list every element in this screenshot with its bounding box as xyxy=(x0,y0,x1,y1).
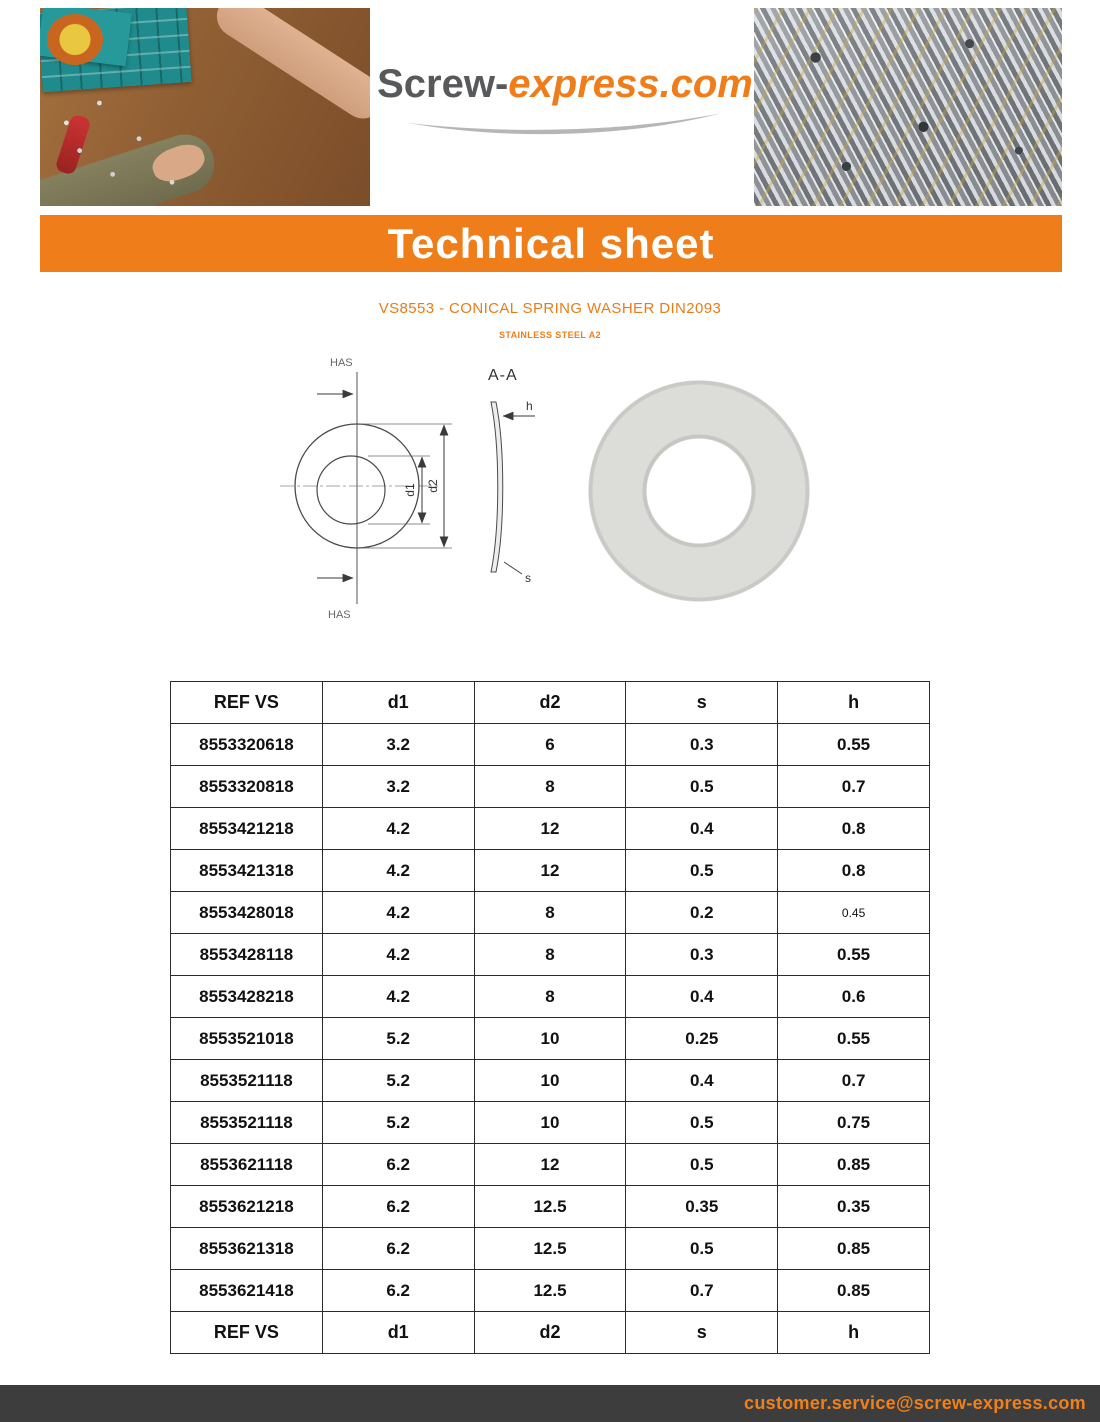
table-row xyxy=(171,1060,930,1102)
ref-cell: 8553421318 xyxy=(171,850,323,892)
column-footer: REF VS xyxy=(171,1312,323,1354)
technical-sheet-banner xyxy=(40,215,1062,272)
value-cell: 4.2 xyxy=(322,934,474,976)
scattered-screws xyxy=(40,8,370,206)
workbench-photo xyxy=(40,8,370,206)
logo-text xyxy=(370,62,760,107)
table-row xyxy=(171,934,930,976)
value-cell: 0.35 xyxy=(778,1186,930,1228)
table-row xyxy=(171,1144,930,1186)
value-cell: 12 xyxy=(474,808,626,850)
table-row xyxy=(171,1018,930,1060)
section-label: A-A xyxy=(488,367,518,384)
footer-bar xyxy=(0,1385,1100,1422)
value-cell: 0.7 xyxy=(778,766,930,808)
value-cell: 0.55 xyxy=(778,724,930,766)
value-cell: 0.8 xyxy=(778,850,930,892)
value-cell: 5.2 xyxy=(322,1102,474,1144)
logo-prefix: Screw- xyxy=(377,62,509,106)
has-label-bottom: HAS xyxy=(328,609,351,621)
ref-cell: 8553621218 xyxy=(171,1186,323,1228)
spec-table-header-row xyxy=(171,682,930,724)
value-cell: 10 xyxy=(474,1102,626,1144)
value-cell: 6.2 xyxy=(322,1228,474,1270)
value-cell: 12.5 xyxy=(474,1228,626,1270)
product-title: VS8553 - CONICAL SPRING WASHER DIN2093 xyxy=(378,300,722,317)
value-cell: 4.2 xyxy=(322,892,474,934)
value-cell: 12.5 xyxy=(474,1186,626,1228)
spec-table-footer-row xyxy=(171,1312,930,1354)
value-cell: 0.3 xyxy=(626,724,778,766)
value-cell: 0.4 xyxy=(626,1060,778,1102)
column-header: REF VS xyxy=(171,682,323,724)
value-cell: 4.2 xyxy=(322,976,474,1018)
table-row xyxy=(171,1186,930,1228)
value-cell: 0.85 xyxy=(778,1144,930,1186)
customer-service-email[interactable]: customer.service@screw-express.com xyxy=(744,1393,1086,1413)
column-header: s xyxy=(626,682,778,724)
ref-cell: 8553320618 xyxy=(171,724,323,766)
s-dimension-label: s xyxy=(525,571,531,585)
value-cell: 0.4 xyxy=(626,808,778,850)
value-cell: 0.75 xyxy=(778,1102,930,1144)
table-row xyxy=(171,1228,930,1270)
value-cell: 3.2 xyxy=(322,766,474,808)
value-cell: 0.5 xyxy=(626,850,778,892)
table-row xyxy=(171,1270,930,1312)
banner-title: Technical sheet xyxy=(387,219,715,267)
value-cell: 8 xyxy=(474,934,626,976)
value-cell: 10 xyxy=(474,1018,626,1060)
ref-cell: 8553320818 xyxy=(171,766,323,808)
has-label-top: HAS xyxy=(330,357,353,369)
ref-cell: 8553421218 xyxy=(171,808,323,850)
value-cell: 0.55 xyxy=(778,1018,930,1060)
column-footer: h xyxy=(778,1312,930,1354)
value-cell: 0.55 xyxy=(778,934,930,976)
ref-cell: 8553428018 xyxy=(171,892,323,934)
value-cell: 5.2 xyxy=(322,1018,474,1060)
logo-swoosh xyxy=(400,109,730,139)
ref-cell: 8553621418 xyxy=(171,1270,323,1312)
table-row xyxy=(171,766,930,808)
value-cell: 0.5 xyxy=(626,1144,778,1186)
technical-drawing xyxy=(272,352,572,622)
washer-inner-circle xyxy=(317,456,385,524)
value-cell: 12 xyxy=(474,1144,626,1186)
table-row xyxy=(171,976,930,1018)
value-cell: 12.5 xyxy=(474,1270,626,1312)
column-header: h xyxy=(778,682,930,724)
ref-cell: 8553521118 xyxy=(171,1060,323,1102)
table-row xyxy=(171,892,930,934)
value-cell: 0.5 xyxy=(626,1102,778,1144)
value-cell: 0.5 xyxy=(626,766,778,808)
washer-product-photo xyxy=(588,380,810,602)
logo xyxy=(370,62,760,139)
value-cell: 5.2 xyxy=(322,1060,474,1102)
ref-cell: 8553521118 xyxy=(171,1102,323,1144)
value-cell: 12 xyxy=(474,850,626,892)
value-cell: 0.85 xyxy=(778,1228,930,1270)
spec-table xyxy=(170,681,930,1354)
value-cell: 4.2 xyxy=(322,850,474,892)
table-row xyxy=(171,808,930,850)
value-cell: 4.2 xyxy=(322,808,474,850)
column-footer: s xyxy=(626,1312,778,1354)
value-cell: 0.6 xyxy=(778,976,930,1018)
value-cell: 0.2 xyxy=(626,892,778,934)
value-cell: 0.35 xyxy=(626,1186,778,1228)
value-cell: 0.85 xyxy=(778,1270,930,1312)
value-cell: 3.2 xyxy=(322,724,474,766)
screws-pile-photo xyxy=(754,8,1062,206)
column-footer: d1 xyxy=(322,1312,474,1354)
value-cell: 0.7 xyxy=(626,1270,778,1312)
value-cell: 0.3 xyxy=(626,934,778,976)
table-row xyxy=(171,724,930,766)
value-cell: 6.2 xyxy=(322,1144,474,1186)
value-cell: 0.4 xyxy=(626,976,778,1018)
value-cell: 0.8 xyxy=(778,808,930,850)
ref-cell: 8553521018 xyxy=(171,1018,323,1060)
washer-cross-section xyxy=(491,402,503,572)
value-cell: 10 xyxy=(474,1060,626,1102)
value-cell: 0.5 xyxy=(626,1228,778,1270)
d1-dimension-label: d1 xyxy=(403,483,417,497)
ref-cell: 8553621318 xyxy=(171,1228,323,1270)
table-row xyxy=(171,1102,930,1144)
table-row xyxy=(171,850,930,892)
value-cell: 8 xyxy=(474,766,626,808)
column-header: d1 xyxy=(322,682,474,724)
value-cell: 8 xyxy=(474,976,626,1018)
value-cell: 8 xyxy=(474,892,626,934)
screw-heads xyxy=(754,8,1062,206)
value-cell: 6.2 xyxy=(322,1270,474,1312)
value-cell: 6 xyxy=(474,724,626,766)
column-header: d2 xyxy=(474,682,626,724)
ref-cell: 8553428218 xyxy=(171,976,323,1018)
value-cell: 0.7 xyxy=(778,1060,930,1102)
value-cell: 0.45 xyxy=(778,892,930,934)
ref-cell: 8553428118 xyxy=(171,934,323,976)
d2-dimension-label: d2 xyxy=(426,479,440,493)
value-cell: 0.25 xyxy=(626,1018,778,1060)
h-dimension-label: h xyxy=(526,399,533,413)
ref-cell: 8553621118 xyxy=(171,1144,323,1186)
column-footer: d2 xyxy=(474,1312,626,1354)
spec-table-body xyxy=(171,724,930,1312)
logo-suffix: express.com xyxy=(508,62,753,106)
value-cell: 6.2 xyxy=(322,1186,474,1228)
product-subtitle: STAINLESS STEEL A2 xyxy=(498,330,602,340)
